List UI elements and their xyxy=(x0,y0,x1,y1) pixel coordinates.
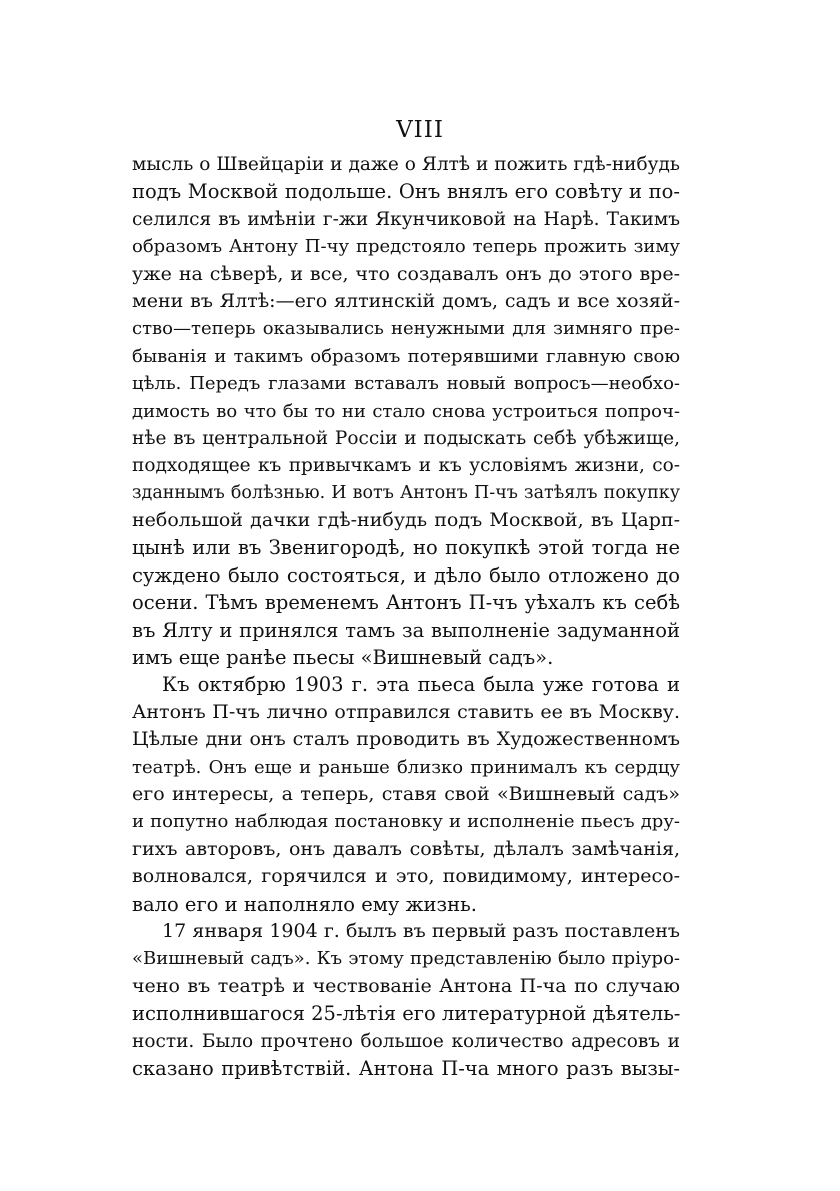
text-line: «Вишневый садъ». Къ этому представленію было пріуро- xyxy=(132,948,680,970)
text-line: зданнымъ болѣзнью. И вотъ Антонъ П-чъ затѣялъ покупку xyxy=(132,482,680,503)
text-line: 17 января 1904 г. былъ въ первый разъ поставленъ xyxy=(162,919,680,942)
text-line: Антонъ П-чъ лично отправился ставить ее въ Москву. xyxy=(132,700,680,723)
text-line: Цѣлые дни онъ сталъ проводить въ Художественномъ xyxy=(132,728,680,751)
text-line: подъ Москвой подольше. Онъ внялъ его совѣту и по- xyxy=(132,180,680,204)
text-line: ности. Было прочтено большое количество адресовъ и xyxy=(132,1030,680,1052)
text-line: цѣль. Передъ глазами вставалъ новый вопросъ—необхо- xyxy=(132,373,680,395)
text-line: димость во что бы то ни стало снова устроиться попроч- xyxy=(132,400,680,422)
text-line: суждено было состояться, и дѣло было отложено до xyxy=(132,563,680,587)
text-line: ство—теперь оказывались ненужными для зимняго пре- xyxy=(132,318,680,340)
body-text xyxy=(132,151,680,1082)
text-line: въ Ялту и принялся тамъ за выполненіе задуманной xyxy=(132,618,680,642)
text-line: волновался, горячился и это, повидимому, интересо- xyxy=(132,865,680,888)
text-line: уже на сѣверѣ, и все, что создавалъ онъ до этого вре- xyxy=(132,262,680,285)
text-line: осени. Тѣмъ временемъ Антонъ П-чъ уѣхалъ къ себѣ xyxy=(132,591,680,615)
text-line: быванія и такимъ образомъ потерявшими главную свою xyxy=(132,345,680,367)
text-line: нѣе въ центральной Россіи и подыскать себѣ убѣжище, xyxy=(132,427,680,449)
paragraph xyxy=(132,918,680,1082)
text-line: его интересы, а теперь, ставя свой «Вишневый садъ» xyxy=(132,782,680,805)
text-line: исполнившагося 25-лѣтія его литературной дѣятель- xyxy=(132,1002,681,1026)
text-line: подходящее къ привычкамъ и къ условіямъ жизни, со- xyxy=(132,455,680,477)
page-number: VIII xyxy=(396,117,444,143)
text-line: и попутно наблюдая постановку и исполненіе пьесъ дру- xyxy=(132,811,680,833)
text-line: небольшой дачки гдѣ-нибудь подъ Москвой, въ Царп- xyxy=(132,509,680,532)
text-line: сказано привѣтствій. Антона П-ча много разъ вызы- xyxy=(132,1056,680,1080)
text-line: имъ еще ранѣе пьесы «Вишневый садъ». xyxy=(132,646,554,670)
text-line: гихъ авторовъ, онъ давалъ совѣты, дѣлалъ замѣчанія, xyxy=(132,837,680,860)
text-line: чено въ театрѣ и чествованіе Антона П-ча по случаю xyxy=(132,974,680,997)
text-line: селился въ имѣніи г-жи Якунчиковой на Нарѣ. Такимъ xyxy=(132,208,680,230)
text-line: образомъ Антону П-чу предстояло теперь прожить зиму xyxy=(132,236,680,258)
paragraph xyxy=(132,671,680,918)
text-line: театрѣ. Онъ еще и раньше близко принималъ къ сердцу xyxy=(132,756,680,778)
text-line: вало его и наполняло ему жизнь. xyxy=(132,892,477,916)
text-line: мени въ Ялтѣ:—его ялтинскій домъ, садъ и все хозяй- xyxy=(132,289,680,312)
paragraph xyxy=(132,151,680,671)
text-line: мысль о Швейцаріи и даже о Ялтѣ и пожить гдѣ-нибудь xyxy=(132,154,680,175)
text-line: Къ октябрю 1903 г. эта пьеса была уже готова и xyxy=(162,673,680,697)
text-line: цынѣ или въ Звенигородѣ, но покупкѣ этой тогда не xyxy=(132,536,680,560)
